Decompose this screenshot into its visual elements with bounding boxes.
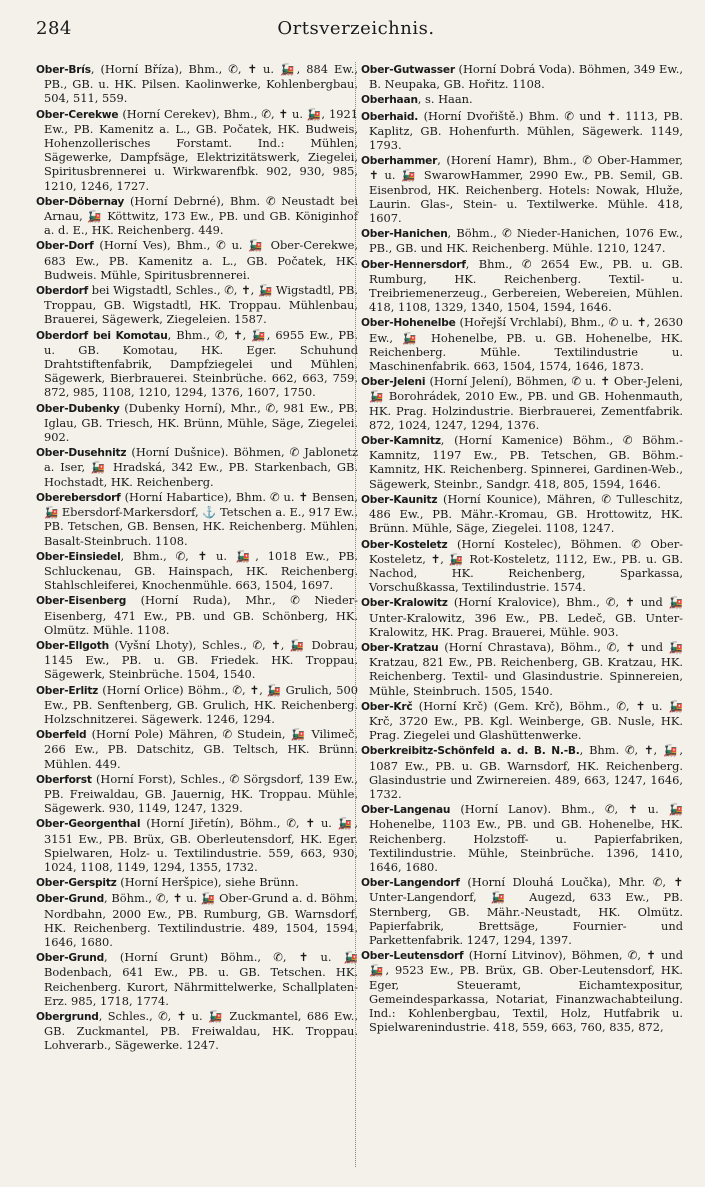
place-name: Ober-Grund <box>36 893 104 906</box>
place-entry <box>36 727 358 771</box>
place-name: Ober-Hanichen <box>361 228 448 241</box>
place-name: Oberdorf <box>36 285 89 298</box>
place-description: (Horní Ves), Bhm., ✆ u. 🚂 Ober-Cerekwe, 683 Ew., PB. Kamenitz a. L., GB. Počatek, HK. Budweis. Mühle, Spiritusbrennerei. <box>44 238 358 282</box>
place-description: , (Horení Hamr), Bhm., ✆ Ober-Hammer, ✝ u. 🚂 SwarowHammer, 2990 Ew., PB. Semil, GB. Eisenbrod, HK. Reichenberg. Hotels: Nowak, Hluže, Laurin. Glas-, Stein- u. Textilwerke. Mühle. 418, 1607. <box>369 153 683 226</box>
place-entry <box>361 948 683 1034</box>
place-name: Ober-Gerspitz <box>36 877 117 890</box>
place-name: Ober-Jeleni <box>361 376 426 389</box>
place-description: , (Horní Bříza), Bhm., ✆, ✝ u. 🚂, 884 Ew., PB., GB. u. HK. Pilsen. Kaolinwerke, Kohlenbergbau, 504, 511, 559. <box>44 62 358 106</box>
place-name: Ober-Langenau <box>361 804 451 817</box>
place-entry <box>361 433 683 491</box>
place-description: (Horní Jiřetín), Böhm., ✆, ✝ u. 🚂, 3151 Ew., PB. Brüx, GB. Oberleutensdorf, HK. Eger. Spielwaren, Holz- u. Textilindustrie. 559, 663, 930, 1024, 1108, 1149, 1294, 1355, 1732. <box>44 816 358 874</box>
place-name: Oberebersdorf <box>36 491 121 504</box>
place-description: (Horní Dlouhá Loučka), Mhr. ✆, ✝ Unter-Langendorf, 🚂 Augezd, 633 Ew., PB. Sternberg, GB. Mähr.-Neustadt, HK. Olmütz. Papierfabrik, Brettsäge, Fournier- und Parkettenfabrik. 1247, 1294, 1397. <box>369 875 683 947</box>
place-entry <box>361 257 683 315</box>
place-name: Ober-Dubenky <box>36 402 120 415</box>
place-entry <box>36 107 358 193</box>
place-entry <box>36 593 358 637</box>
place-description: (Horní Kralovice), Bhm., ✆, ✝ und 🚂 Unter-Kralowitz, 396 Ew., PB. Ledeč, GB. Unter-Kralowitz, HK. Prag. Brauerei, Mühle. 903. <box>369 595 683 639</box>
place-entry <box>36 549 358 593</box>
place-name: Oberhaid. <box>361 110 419 123</box>
place-name: Oberfeld <box>36 729 87 742</box>
place-name: Ober-Kosteletz <box>361 538 448 551</box>
place-description: (Horní Chrastava), Böhm., ✆, ✝ und 🚂 Kratzau, 821 Ew., PB. Reichenberg, GB. Kratzau, HK. Reichenberg. Textil- und Glasindustrie. Spinnereien, Mühle, Steinbruch. 1505, 1540. <box>369 639 683 698</box>
place-entry <box>36 62 358 106</box>
place-description: (Horní Heršpice), siehe Brünn. <box>116 875 299 890</box>
place-description: , s. Haan. <box>417 92 473 107</box>
place-entry <box>36 638 358 682</box>
place-entry <box>361 537 683 595</box>
place-entry <box>36 401 358 445</box>
place-description: , (Horní Grunt) Böhm., ✆, ✝ u. 🚂 Bodenbach, 641 Ew., PB. u. GB. Tetschen. HK. Reichenberg. Kurort, Nährmittelwerke, Schallplaten-Erz. 985, 1718, 1774. <box>44 950 358 1008</box>
place-description: (Horní Ruda), Mhr., ✆ Nieder-Eisenberg, 471 Ew., PB. und GB. Schönberg, HK. Olmütz. Mühle. 1108. <box>44 593 358 637</box>
place-name: Ober-Kratzau <box>361 641 439 654</box>
place-name: Ober-Cerekwe <box>36 108 119 121</box>
place-name: Ober-Erlitz <box>36 684 99 697</box>
place-entry <box>36 891 358 949</box>
place-description: (Horní Dvořiště.) Bhm. ✆ und ✝. 1113, PB. Kaplitz, GB. Hohenfurth. Mühlen, Sägewerk. 1149, 1793. <box>369 108 683 153</box>
place-entry <box>361 492 683 536</box>
place-description: (Horní Forst), Schles., ✆ Sörgsdorf, 139 Ew., PB. Freiwaldau, GB. Jauernig, HK. Troppau. Mühle, Sägewerk. 930, 1149, 1247, 1329. <box>44 771 358 816</box>
place-entry <box>361 109 683 153</box>
place-entry <box>36 816 358 874</box>
right-column <box>361 62 683 1035</box>
place-name: Ober-Kaunitz <box>361 493 438 506</box>
place-description: , Bhm., ✆ 2654 Ew., PB. u. GB. Rumburg, HK. Reichenberg. Textil- u. Treibriemenerzeug., Gerbereien, Webereien, Mühlen. 418, 1108, 1329, 1340, 1504, 1594, 1646. <box>369 256 683 315</box>
place-name: Oberforst <box>36 773 92 786</box>
place-entry <box>361 62 683 91</box>
place-description: , Böhm., ✆ Nieder-Hanichen, 1076 Ew., PB., GB. und HK. Reichenberg. Mühle. 1210, 1247. <box>369 226 683 256</box>
place-name: Ober-Leutensdorf <box>361 950 464 963</box>
place-name: Ober-Grund <box>36 952 104 965</box>
place-entry <box>361 374 683 432</box>
place-description: , (Horní Kamenice) Böhm., ✆ Böhm.-Kamnitz, 1197 Ew., PB. Tetschen, GB. Böhm.-Kamnitz, HK. Reichenberg. Spinnerei, Gardinen-Web., Sägewerk, Steinbr., Sandgr. 418, 805, 1594, 1646. <box>369 433 683 491</box>
place-name: Ober-Gutwasser <box>361 64 455 76</box>
place-entry <box>361 699 683 743</box>
place-description: , Bhm. ✆, ✝, 🚂, 1087 Ew., PB. u. GB. Warnsdorf, HK. Reichenberg. Glasindustrie und Zwirnereien. 489, 663, 1247, 1646, 1732. <box>369 743 683 801</box>
page-title: Ortsverzeichnis. <box>277 18 435 39</box>
place-description: (Horní Orlice) Böhm., ✆, ✝, 🚂 Grulich, 500 Ew., PB. Senftenberg, GB. Grulich, HK. Reichenberg. Holzschnitzerei. Sägewerk. 1246, 1294. <box>44 682 358 726</box>
place-description: (Horní Jelení), Böhmen, ✆ u. ✝ Ober-Jeleni, 🚂 Borohrádek, 2010 Ew., PB. und GB. Hohenmauth, HK. Prag. Holzindustrie. Bierbrauerei, Zementfabrik. 872, 1024, 1247, 1294, 1376. <box>369 374 683 432</box>
place-description: (Horní Krč) (Gem. Krč), Böhm., ✆, ✝ u. 🚂 Krč, 3720 Ew., PB. Kgl. Weinberge, GB. Nusle, HK. Prag. Ziegelei und Glashüttenwerke. <box>369 698 683 743</box>
place-entry <box>36 1009 358 1053</box>
place-name: Ober-Brís <box>36 64 91 76</box>
place-description: (Hořejší Vrchlabí), Bhm., ✆ u. ✝, 2630 Ew., 🚂 Hohenelbe, PB. u. GB. Hohenelbe, HK. Reichenberg. Mühle. Textilindustrie u. Maschinenfabrik. 663, 1504, 1574, 1646, 1873. <box>369 315 683 374</box>
place-entry <box>36 950 358 1008</box>
page-header <box>36 14 676 44</box>
column-divider <box>355 62 356 1167</box>
place-description: (Horní Habartice), Bhm. ✆ u. ✝ Bensen, 🚂 Ebersdorf-Markersdorf, ⚓ Tetschen a. E., 917 Ew., PB. Tetschen, GB. Bensen, HK. Reichenberg. Mühlen, Basalt-Steinbruch. 1108. <box>44 489 358 548</box>
place-name: Ober-Georgenthal <box>36 818 141 831</box>
place-name: Ober-Einsiedel <box>36 550 121 563</box>
place-name: Oberhammer <box>361 155 438 168</box>
place-name: Oberdorf bei Komotau <box>36 329 168 342</box>
place-entry <box>36 490 358 548</box>
place-entry <box>36 445 358 489</box>
place-entry <box>361 595 683 639</box>
place-entry <box>361 226 683 255</box>
place-entry <box>36 875 358 890</box>
place-description: (Horní Dušnice). Böhmen, ✆ Jablonetz a. Iser, 🚂 Hradská, 342 Ew., PB. Starkenbach, GB. Hochstadt, HK. Reichenberg. <box>44 445 358 489</box>
place-entry <box>36 683 358 727</box>
place-entry <box>36 328 358 400</box>
place-entry <box>36 772 358 816</box>
place-name: Oberhaan <box>361 94 418 107</box>
place-name: Ober-Krč <box>361 700 413 713</box>
left-column <box>36 62 358 1054</box>
place-description: (Horní Dobrá Voda). Böhmen, 349 Ew., B. Neupaka, GB. Hořitz. 1108. <box>369 62 683 92</box>
place-name: Ober-Dusehnitz <box>36 447 127 460</box>
place-description: , Bhm., ✆, ✝ u. 🚂, 1018 Ew., PB. Schluckenau, GB. Hainspach, HK. Reichenberg. Stahlschleiferei, Knochenmühle. 663, 1504, 1697. <box>44 548 358 593</box>
place-description: (Horní Debrné), Bhm. ✆ Neustadt bei Arnau, 🚂 Köttwitz, 173 Ew., PB. und GB. Königinhof a. d. E., HK. Reichenberg. 449. <box>44 193 358 238</box>
place-name: Oberkreibitz-Schönfeld a. d. B. N.-B. <box>361 745 580 758</box>
place-name: Ober-Ellgoth <box>36 639 109 652</box>
place-name: Ober-Hohenelbe <box>361 317 456 330</box>
place-description: (Vyšní Lhoty), Schles., ✆, ✝, 🚂 Dobrau, 1145 Ew., PB. u. GB. Friedek. HK. Troppau. Sägewerk, Steinbrüche. 1504, 1540. <box>44 637 358 682</box>
page-number: 284 <box>36 18 72 39</box>
place-entry <box>36 283 358 327</box>
place-entry <box>361 153 683 225</box>
place-name: Ober-Hennersdorf <box>361 258 466 271</box>
place-entry <box>361 743 683 801</box>
place-entry <box>36 194 358 238</box>
place-description: (Dubenky Horní), Mhr., ✆, 981 Ew., PB. Iglau, GB. Triesch, HK. Brünn, Mühle, Säge, Ziegelei. 902. <box>44 400 358 445</box>
place-entry <box>361 315 683 373</box>
place-description: (Horní Cerekev), Bhm., ✆, ✝ u. 🚂, 1921 Ew., PB. Kamenitz a. L., GB. Počatek, HK. Budweis, Hohenzollerisches Forstamt. Ind.: Mühlen, Sägewerke, Dampfsäge, Elektrizitätswerk, Ziegelei, Spiritusbrennerei u. Wirkwarenfbk. 902, 930, 985, 1210, 1246, 1727. <box>44 106 358 193</box>
place-name: Ober-Langendorf <box>361 877 460 890</box>
place-description: , Böhm., ✆, ✝ u. 🚂 Ober-Grund a. d. Böhm. Nordbahn, 2000 Ew., PB. Rumburg, GB. Warnsdorf, HK. Reichenberg. Textilindustrie. 489, 1504, 1594, 1646, 1680. <box>44 891 358 949</box>
place-description: , Schles., ✆, ✝ u. 🚂 Zuckmantel, 686 Ew., GB. Zuckmantel, PB. Freiwaldau, HK. Troppau. Lohverarb., Sägewerke. 1247. <box>44 1009 358 1053</box>
place-entry <box>36 238 358 282</box>
place-name: Ober-Döbernay <box>36 195 125 208</box>
place-entry <box>361 640 683 698</box>
place-description: (Horní Lanov). Bhm., ✆, ✝ u. 🚂 Hohenelbe, 1103 Ew., PB. und GB. Hohenelbe, HK. Reichenberg. Holzstoff- u. Papierfabriken, Textilindustrie. Mühle, Steinbrüche. 1396, 1410, 1646, 1680. <box>369 802 683 874</box>
place-name: Ober-Kamnitz <box>361 435 441 448</box>
place-name: Ober-Dorf <box>36 240 94 253</box>
place-name: Ober-Eisenberg <box>36 595 127 608</box>
place-description: (Horní Kostelec), Böhmen. ✆ Ober-Kosteletz, ✝, 🚂 Rot-Kosteletz, 1112, Ew., PB. u. GB. Nachod, HK. Reichenberg, Sparkassa, Vorschußkassa, Textilindustrie. 1574. <box>369 536 683 595</box>
place-description: (Horní Pole) Mähren, ✆ Studein, 🚂 Vilimeč, 266 Ew., PB. Datschitz, GB. Teltsch, HK. Brünn. Mühlen. 449. <box>44 727 358 771</box>
place-entry <box>361 92 683 107</box>
place-description: (Horní Kounice), Mähren, ✆ Tulleschitz, 486 Ew., PB. Mähr.-Kromau, GB. Hrottowitz, HK. Brünn. Mühle, Säge, Ziegelei. 1108, 1247. <box>369 491 683 536</box>
place-entry <box>361 802 683 874</box>
place-description: (Horní Litvinov), Böhmen, ✆, ✝ und 🚂, 9523 Ew., PB. Brüx, GB. Ober-Leutensdorf, HK. Eger, Steueramt, Eichamtexpositur, Gemeindesparkassa, Notariat, Finanzwachabteilung. Ind.: Kohlenbergbau, Textil, Holz, Hutfabrik u. Spielwarenindustrie. 418, 559, 663, 760, 835, 872, <box>369 948 683 1035</box>
place-name: Obergrund <box>36 1011 99 1023</box>
place-description: bei Wigstadtl, Schles., ✆, ✝, 🚂 Wigstadtl, PB. Troppau, GB. Wigstadtl, HK. Troppau. Mühlenbau, Brauerei, Sägewerk, Ziegeleien. 1587. <box>44 283 358 327</box>
place-entry <box>361 875 683 947</box>
place-description: , Bhm., ✆, ✝, 🚂, 6955 Ew., PB. u. GB. Komotau, HK. Eger. Schuhund Drahtstiftenfabrik, Dampfziegelei und Mühlen, Sägewerk, Bierbrauerei. Steinbrüche. 662, 663, 759, 872, 985, 1108, 1210, 1294, 1376, 1607, 1750. <box>44 327 359 400</box>
place-name: Ober-Kralowitz <box>361 597 448 610</box>
